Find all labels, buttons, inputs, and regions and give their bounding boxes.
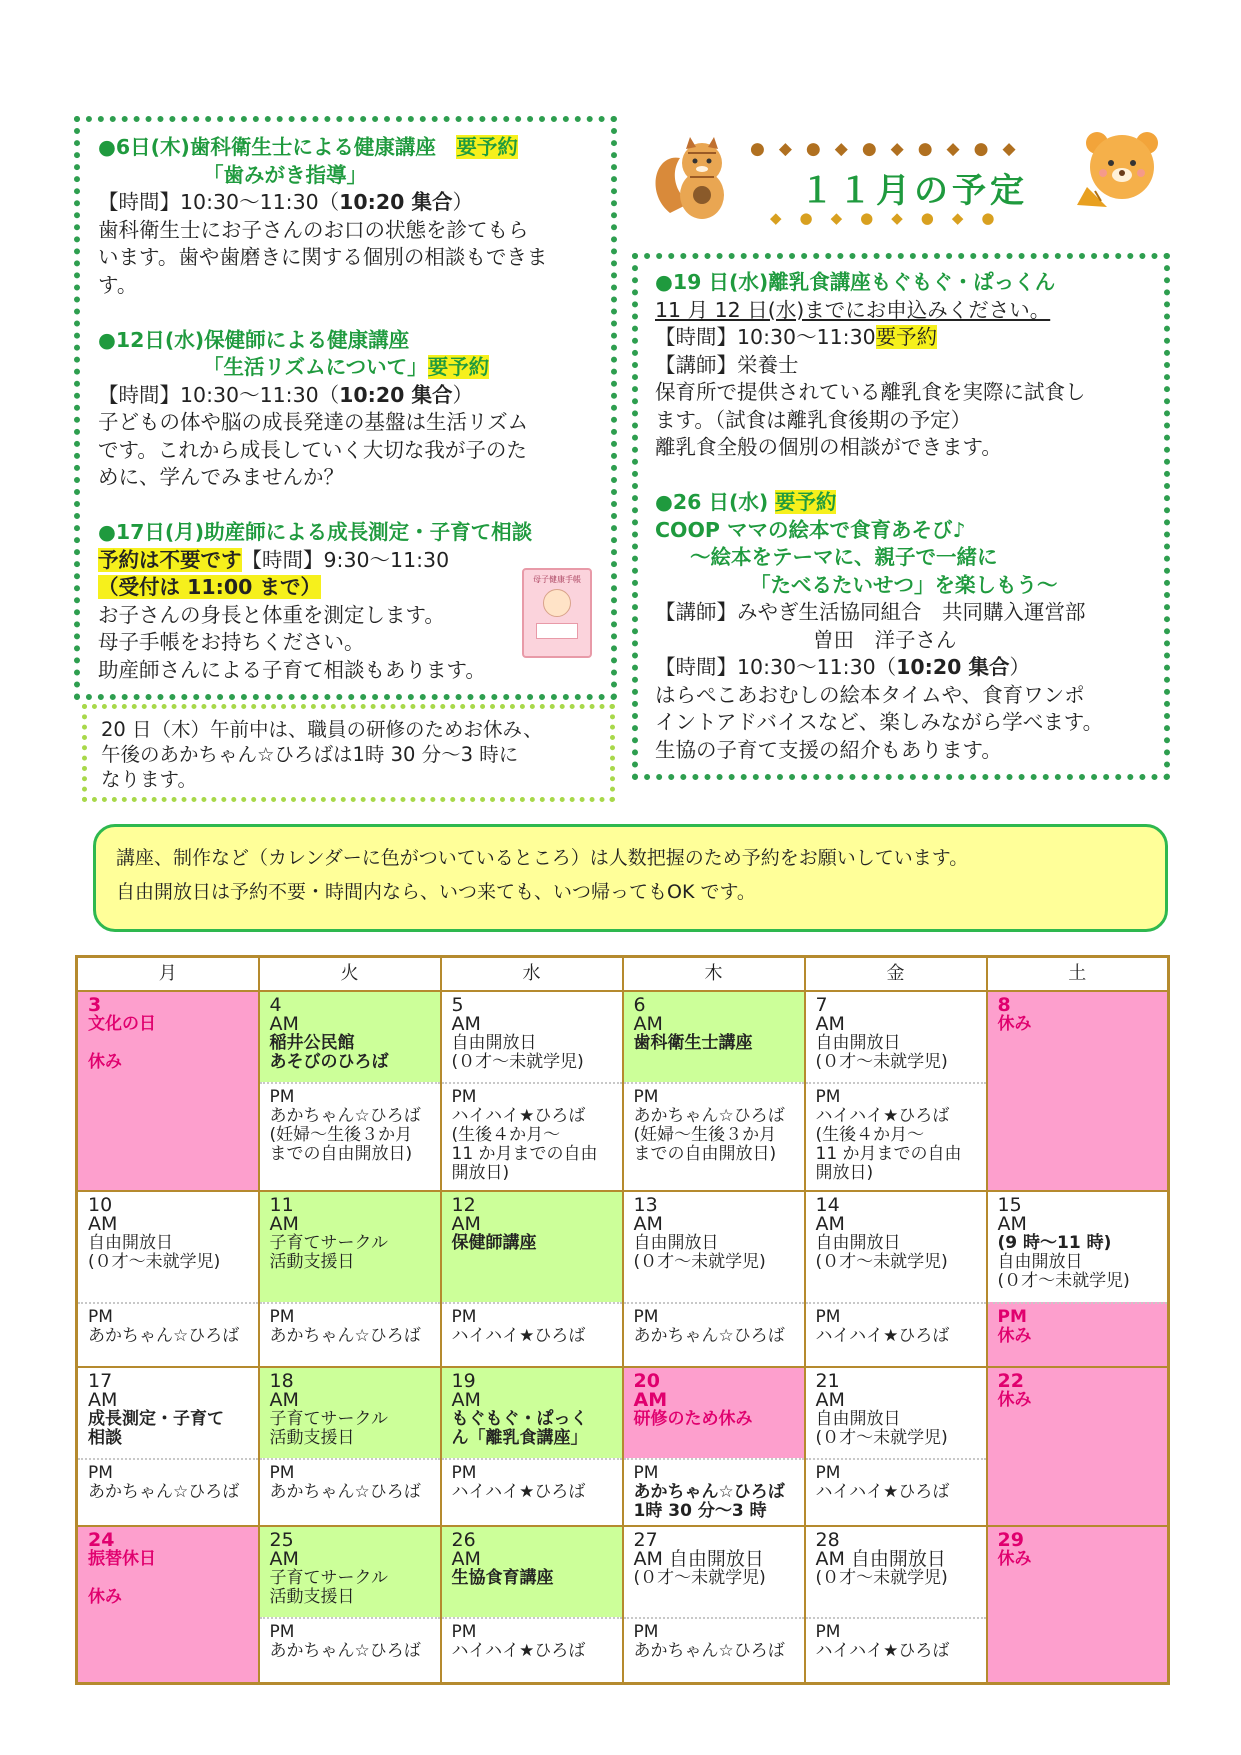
calendar-cell: 8 休み	[987, 991, 1169, 1191]
calendar-cell: 25 AM 子育てサークル 活動支援日 PM あかちゃん☆ひろば	[259, 1526, 441, 1684]
event-subtitle: 「生活リズムについて」	[203, 355, 428, 379]
event-title: ●26 日(水)	[655, 490, 769, 514]
calendar-cell: 14 AM 自由開放日 (０才～未就学児) PM ハイハイ★ひろば	[805, 1191, 987, 1367]
calendar-header-tue: 火	[259, 957, 441, 991]
calendar	[75, 955, 1170, 1685]
calendar-header-fri: 金	[805, 957, 987, 991]
event-time: 【時間】10:30～11:30（	[98, 190, 340, 214]
event-time: 【時間】9:30～11:30	[241, 547, 450, 572]
calendar-header-thu: 木	[623, 957, 805, 991]
event-desc: 離乳食全般の個別の相談ができます。	[655, 435, 1002, 459]
page-title: １１月の予定	[800, 171, 1028, 211]
event-desc: イントアドバイスなど、楽しみながら学べます。	[655, 710, 1104, 734]
event-subtitle: 「歯みがき指導」	[203, 162, 367, 187]
event-desc: ます。（試食は離乳食後期の予定）	[655, 407, 972, 432]
reservation-info-box	[93, 824, 1168, 932]
event-desc: 母子手帳をお持ちください。	[98, 630, 365, 654]
event-subtitle: ～絵本をテーマに、親子で一緒に	[690, 545, 998, 569]
calendar-cell: 10 AM 自由開放日 (０才～未就学児) PM あかちゃん☆ひろば	[77, 1191, 259, 1367]
calendar-cell: 18 AM 子育てサークル 活動支援日 PM あかちゃん☆ひろば	[259, 1367, 441, 1526]
calendar-cell: 11 AM 子育てサークル 活動支援日 PM あかちゃん☆ひろば	[259, 1191, 441, 1367]
reservation-badge: 要予約	[774, 490, 837, 514]
calendar-cell: 4 AM 稲井公民館 あそびのひろば PM あかちゃん☆ひろば (妊婦～生後３か月 までの自由開放日)	[259, 991, 441, 1191]
calendar-cell: 19 AM もぐもぐ・ぱっく ん「離乳食講座」 PM ハイハイ★ひろば	[441, 1367, 623, 1526]
event-teacher-name: 曽田 洋子さん	[813, 627, 957, 652]
notice-line: 午後のあかちゃん☆ひろばは1時 30 分～3 時に	[101, 743, 519, 766]
event-time: 【時間】10:30～11:30（	[655, 655, 897, 679]
calendar-cell: 7 AM 自由開放日 (０才～未就学児) PM ハイハイ★ひろば (生後４か月～ 11 か月までの自由 開放日)	[805, 991, 987, 1191]
month-header	[650, 125, 1170, 235]
event-desc: はらぺこあおむしの絵本タイムや、食育ワンポ	[655, 682, 1085, 707]
event-deadline: 11 月 12 日(水)までにお申込みください。	[655, 297, 1051, 322]
calendar-header-mon: 月	[77, 957, 259, 991]
events-box-left: ●6日(木)歯科衛生士による健康講座 要予約 「歯みがき指導」 【時間】10:30～11:30（10:20 集合） 歯科衛生士にお子さんのお口の状態を診てもら います。歯や歯磨きに関する個別の相談もできま す。 ●12日(水)保健師による健康講座 「生活リズムについて」要予約 【時間】10:30～11:30（10:20 集合） 子どもの体や脳の成長発達の基盤は生活リズム です。これから成長していく大切な我が子のた めに、学んでみませんか？ ●17日(月)助産師による成長測定・子育て相談 予約は不要です【時間】9:30～11:30 （受付は 11:00 まで） お子さんの身長と体重を測定します。 母子手帳をお持ちください。 助産師さんによる子育て相談もあります。 母子健康手帳	[74, 116, 617, 700]
event-title: ●19 日(水)離乳食講座もぐもぐ・ぱっくん	[655, 270, 1056, 294]
reservation-badge: 要予約	[456, 135, 518, 159]
reservation-badge: 要予約	[427, 355, 490, 379]
reception-time: （受付は 11:00 まで）	[98, 575, 322, 599]
calendar-cell: 15 AM (9 時～11 時) 自由開放日 (０才～未就学児) PM 休み	[987, 1191, 1169, 1367]
squirrel-icon	[650, 133, 745, 228]
calendar-cell: 3 文化の日 休み	[77, 991, 259, 1191]
calendar-cell: 28 AM 自由開放日 (０才～未就学児) PM ハイハイ★ひろば	[805, 1526, 987, 1684]
calendar-cell: 27 AM 自由開放日 (０才～未就学児) PM あかちゃん☆ひろば	[623, 1526, 805, 1684]
calendar-cell: 20 AM 研修のため休み PM あかちゃん☆ひろば 1時 30 分～3 時	[623, 1367, 805, 1526]
notice-line: なります。	[101, 768, 197, 791]
event-desc: 生協の子育て支援の紹介もあります。	[655, 737, 1002, 762]
info-line: 講座、制作など（カレンダーに色がついているところ）は人数把握のため予約をお願いしています。	[116, 847, 969, 869]
event-desc: います。歯や歯磨きに関する個別の相談もできま	[98, 245, 548, 269]
calendar-cell: 17 AM 成長測定・子育て 相談 PM あかちゃん☆ひろば	[77, 1367, 259, 1526]
calendar-header-wed: 水	[441, 957, 623, 991]
gather-time: 10:20 集合	[896, 655, 1010, 679]
event-desc: 子どもの体や脳の成長発達の基盤は生活リズム	[98, 410, 529, 434]
event-title: ●6日(木)歯科衛生士による健康講座	[98, 135, 436, 159]
calendar-cell: 21 AM 自由開放日 (０才～未就学児) PM ハイハイ★ひろば	[805, 1367, 987, 1526]
acorn-decoration-icon: ●◆●◆●◆●◆●◆	[750, 139, 1030, 159]
event-teacher: 【講師】栄養士	[655, 352, 799, 377]
event-title: ●17日(月)助産師による成長測定・子育て相談	[98, 520, 533, 544]
leaf-decoration-icon: ◆●◆●◆●◆●	[770, 209, 1013, 227]
calendar-cell: 22 休み	[987, 1367, 1169, 1526]
info-line: 自由開放日は予約不要・時間内なら、いつ来ても、いつ帰ってもOK です。	[116, 881, 756, 903]
calendar-cell: 26 AM 生協食育講座 PM ハイハイ★ひろば	[441, 1526, 623, 1684]
bear-icon	[1075, 127, 1170, 217]
notice-line: 20 日（木）午前中は、職員の研修のためお休み、	[101, 718, 543, 741]
calendar-cell: 29 休み	[987, 1526, 1169, 1684]
gather-time: 10:20 集合	[339, 190, 453, 214]
mother-child-handbook-icon: 母子健康手帳	[522, 568, 592, 658]
event-desc: す。	[98, 272, 138, 297]
event-desc: 保育所で提供されている離乳食を実際に試食し	[655, 380, 1086, 404]
event-desc: めに、学んでみませんか？	[98, 465, 344, 489]
calendar-cell: 5 AM 自由開放日 (０才～未就学児) PM ハイハイ★ひろば (生後４か月～ 11 か月までの自由 開放日)	[441, 991, 623, 1191]
events-box-right: ●19 日(水)離乳食講座もぐもぐ・ぱっくん 11 月 12 日(水)までにお申込みください。 【時間】10:30～11:30要予約 【講師】栄養士 保育所で提供されている離乳食を実際に試食し ます。（試食は離乳食後期の予定） 離乳食全般の個別の相談ができます。 ●26 日(水) 要予約 COOP ママの絵本で食育あそび♪ ～絵本をテーマに、親子で一緒に 「たべるたいせつ」を楽しもう～ 【講師】みやぎ生活協同組合 共同購入運営部 曽田 洋子さん 【時間】10:30～11:30（10:20 集合） はらぺこあおむしの絵本タイムや、食育ワンポ イントアドバイスなど、楽しみながら学べます。 生協の子育て支援の紹介もあります。	[632, 253, 1170, 780]
calendar-cell: 6 AM 歯科衛生士講座 PM あかちゃん☆ひろば (妊婦～生後３か月 までの自由開放日)	[623, 991, 805, 1191]
event-desc: お子さんの身長と体重を測定します。	[98, 602, 445, 627]
calendar-cell: 12 AM 保健師講座 PM ハイハイ★ひろば	[441, 1191, 623, 1367]
event-desc: です。これから成長していく大切な我が子のた	[98, 437, 527, 462]
calendar-cell: 24 振替休日 休み	[77, 1526, 259, 1684]
event-title: ●12日(水)保健師による健康講座	[98, 327, 410, 352]
event-desc: 助産師さんによる子育て相談もあります。	[98, 657, 486, 682]
event-teacher: 【講師】みやぎ生活協同組合 共同購入運営部	[655, 600, 1086, 624]
gather-time: 10:20 集合	[339, 382, 453, 407]
event-subtitle: 「たべるたいせつ」を楽しもう～	[750, 572, 1058, 597]
event-desc: 歯科衛生士にお子さんのお口の状態を診てもら	[98, 217, 529, 242]
event-time: 【時間】10:30～11:30	[655, 325, 876, 349]
calendar-cell: 13 AM 自由開放日 (０才～未就学児) PM あかちゃん☆ひろば	[623, 1191, 805, 1367]
event-time: 【時間】10:30～11:30（	[98, 382, 340, 407]
no-reservation-badge: 予約は不要です	[98, 547, 242, 572]
closure-notice-box	[82, 704, 615, 802]
calendar-header-sat: 土	[987, 957, 1169, 991]
event-subtitle: COOP ママの絵本で食育あそび♪	[655, 517, 966, 542]
reservation-badge: 要予約	[875, 325, 938, 349]
